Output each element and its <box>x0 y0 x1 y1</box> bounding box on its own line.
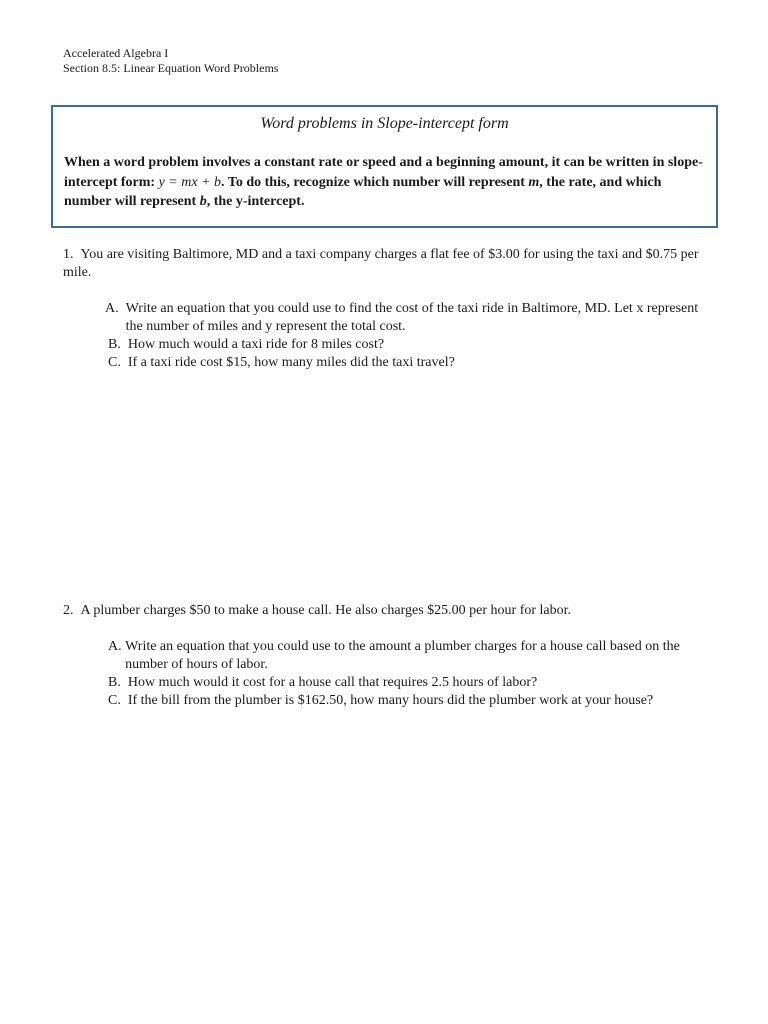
problem-2-part-c <box>108 692 708 710</box>
section-title: Section 8.5: Linear Equation Word Problems <box>63 61 279 75</box>
problem-1-part-b <box>108 336 705 354</box>
problem-1-text: You are visiting Baltimore, MD and a taxi company charges a flat fee of $3.00 for using the taxi and $0.75 per mile. <box>63 247 699 280</box>
variable-b: b <box>199 194 207 209</box>
box-text-1: When a word problem involves a constant rate or speed and a beginning amount, it can be written in slope-intercept form: <box>64 155 703 190</box>
slope-intercept-equation: y = mx + b <box>158 174 222 190</box>
problem-1-part-a <box>105 300 705 336</box>
problem-2-number: 2. <box>63 603 74 618</box>
part-text: How much would a taxi ride for 8 miles cost? <box>127 337 385 352</box>
part-label: A. <box>105 301 119 316</box>
problem-2 <box>63 602 703 620</box>
part-label: C. <box>108 693 121 708</box>
problem-2-text: A plumber charges $50 to make a house call. He also charges $25.00 per hour for labor. <box>80 603 572 618</box>
part-text: Write an equation that you could use to find the cost of the taxi ride in Baltimore, MD. Let x represent the number of miles and y represent the total cost. <box>125 301 699 334</box>
part-label: A. <box>108 639 122 654</box>
part-text: How much would it cost for a house call that requires 2.5 hours of labor? <box>127 675 538 690</box>
box-text-2: . To do this, recognize which number will represent <box>221 174 529 190</box>
part-text: If the bill from the plumber is $162.50, how many hours did the plumber work at your house? <box>127 693 654 708</box>
problem-2-parts <box>108 638 708 710</box>
part-label: B. <box>108 675 121 690</box>
info-box-title: Word problems in Slope-intercept form <box>260 115 509 132</box>
problem-1-number: 1. <box>63 247 74 262</box>
part-label: C. <box>108 355 121 370</box>
problem-2-part-a <box>108 638 708 674</box>
course-title: Accelerated Algebra I <box>63 46 169 60</box>
info-box <box>51 105 718 228</box>
problem-1-parts <box>105 300 705 372</box>
box-text-4: , the y-intercept. <box>206 194 305 209</box>
problem-1-part-c <box>108 354 705 372</box>
part-text: If a taxi ride cost $15, how many miles did the taxi travel? <box>127 355 455 370</box>
part-text: Write an equation that you could use to the amount a plumber charges for a house call based on the number of hours of labor. <box>125 639 680 672</box>
info-box-text <box>64 153 706 212</box>
problem-1 <box>63 246 703 282</box>
variable-m: m <box>528 174 540 190</box>
box-text-3: , the rate, and which number will represent <box>64 174 662 209</box>
part-label: B. <box>108 337 121 352</box>
problem-2-part-b <box>108 674 708 692</box>
document-header <box>63 46 278 76</box>
